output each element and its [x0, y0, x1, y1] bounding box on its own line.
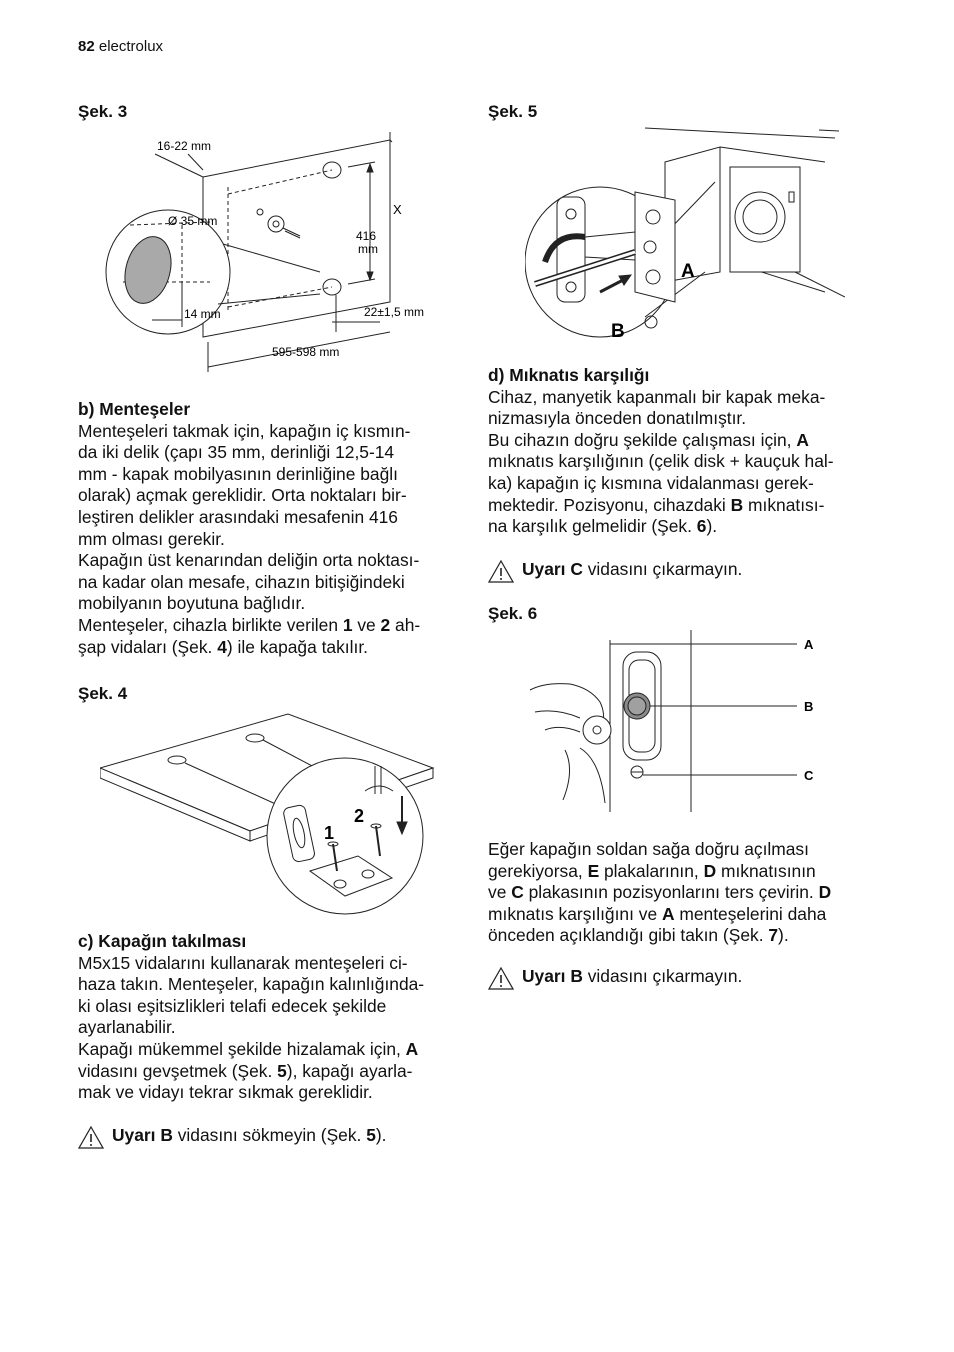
text-line: M5x15 vidalarını kullanarak menteşeleri ci- — [78, 952, 408, 973]
fig5-label-b: B — [611, 321, 625, 342]
text-line: şap vidaları (Şek. 4) ile kapağa takılır. — [78, 636, 368, 657]
section-magnet-counterpart — [488, 365, 888, 538]
text-line: ki olası eşitsizlikleri telafi edecek şekilde — [78, 995, 387, 1016]
section-reverse-door — [488, 839, 888, 947]
text-line: Eğer kapağın soldan sağa doğru açılması — [488, 839, 809, 859]
text-line: ayarlanabilir. — [78, 1017, 176, 1038]
text-line: nizmasıyla önceden donatılmıştır. — [488, 408, 747, 429]
fig4-title: Şek. 4 — [78, 684, 128, 703]
text-line: mak ve vidayı tekrar sıkmak gereklidir. — [78, 1082, 373, 1103]
text-line: mıknatıs karşılığının (çelik disk + kauçuk hal- — [488, 451, 834, 472]
fig3-edge-distance-label: 14 mm — [184, 307, 221, 321]
fig4-label-2: 2 — [354, 806, 365, 826]
fig3-diameter-label: Ø 35 mm — [168, 214, 218, 228]
section-door-install-heading: c) Kapağın takılması — [78, 931, 247, 951]
text-line: mıknatıs karşılığını ve A menteşelerini daha — [488, 903, 827, 924]
fig6-label-a: A — [804, 637, 814, 652]
text-line: mm olması gerekir. — [78, 528, 225, 549]
fig3-side-gap-label: 22±1,5 mm — [364, 305, 424, 319]
text-line: Menteşeler, cihazla birlikte verilen 1 ve 2 ah- — [78, 614, 421, 635]
section-hinges — [78, 399, 468, 658]
text-line: haza takın. Menteşeler, kapağın kalınlığında- — [78, 974, 425, 995]
text-line: mm - kapak mobilyasının derinliğine bağlı — [78, 463, 398, 484]
fig6-diagram — [525, 630, 825, 820]
text-line: önceden açıklandığı gibi takın (Şek. 7). — [488, 925, 789, 946]
warning-c-section — [78, 1124, 387, 1149]
text-line: Kapağın üst kenarından deliğin orta noktası- — [78, 550, 420, 571]
fig3-width-label: 595-598 mm — [272, 345, 340, 359]
text-line: vidasını gevşetmek (Şek. 5), kapağı ayarla- — [78, 1060, 413, 1081]
warning-e-section — [488, 965, 742, 990]
warning-d-section — [488, 558, 742, 583]
text-line: ve C plakasının pozisyonlarını ters çevirin. D — [488, 882, 832, 903]
section-magnet-heading: d) Mıknatıs karşılığı — [488, 365, 650, 385]
text-line: gerekiyorsa, E plakalarının, D mıknatısının — [488, 860, 816, 881]
fig3-title: Şek. 3 — [78, 102, 128, 121]
text-line: na kadar olan mesafe, cihazın bitişiğindeki — [78, 571, 405, 592]
fig3-top-edge-label: 16-22 mm — [157, 139, 212, 153]
fig5-title: Şek. 5 — [488, 102, 538, 121]
fig3-height-unit: mm — [358, 242, 378, 256]
warning-triangle-icon — [488, 559, 514, 583]
fig4-label-1: 1 — [324, 823, 335, 843]
fig6-title: Şek. 6 — [488, 604, 538, 623]
fig3-x-label: X — [393, 202, 402, 217]
fig6-label-c: C — [804, 768, 814, 783]
text-line: Bu cihazın doğru şekilde çalışması için, A — [488, 429, 809, 450]
text-line: ka) kapağın iç kısmına vidalanması gerek- — [488, 472, 814, 493]
text-line: mobilyanın boyutuna bağlıdır. — [78, 593, 306, 614]
fig6-label-b: B — [804, 699, 814, 714]
warning-text: Uyarı B vidasını sökmeyin (Şek. 5). — [112, 1125, 387, 1145]
page-number: 82 — [78, 38, 95, 55]
section-door-install — [78, 931, 468, 1104]
text-line: Kapağı mükemmel şekilde hizalamak için, A — [78, 1038, 419, 1059]
warning-triangle-icon — [488, 966, 514, 990]
text-line: da iki delik (çapı 35 mm, derinliği 12,5-14 — [78, 442, 395, 463]
fig3-height-number: 416 — [356, 229, 377, 243]
text-line: Cihaz, manyetik kapanmalı bir kapak meka- — [488, 386, 826, 407]
warning-text: Uyarı B vidasını çıkarmayın. — [522, 966, 743, 986]
section-hinges-heading: b) Menteşeler — [78, 399, 191, 419]
fig3-diagram — [100, 132, 440, 377]
brand-name: electrolux — [98, 38, 164, 55]
text-line: olarak) açmak gereklidir. Orta noktaları bir- — [78, 485, 407, 506]
fig5-diagram — [525, 122, 845, 350]
text-line: na karşılık gelmelidir (Şek. 6). — [488, 516, 718, 537]
page-header — [78, 38, 163, 55]
warning-triangle-icon — [78, 1125, 104, 1149]
text-line: mektedir. Pozisyonu, cihazdaki B mıknatısı- — [488, 494, 825, 515]
text-line: Menteşeleri takmak için, kapağın iç kısmın- — [78, 420, 411, 441]
fig5-label-a: A — [681, 261, 695, 282]
fig4-diagram — [100, 706, 440, 916]
warning-text: Uyarı C vidasını çıkarmayın. — [522, 559, 743, 579]
text-line: leştiren delikler arasındaki mesafenin 416 — [78, 506, 398, 527]
